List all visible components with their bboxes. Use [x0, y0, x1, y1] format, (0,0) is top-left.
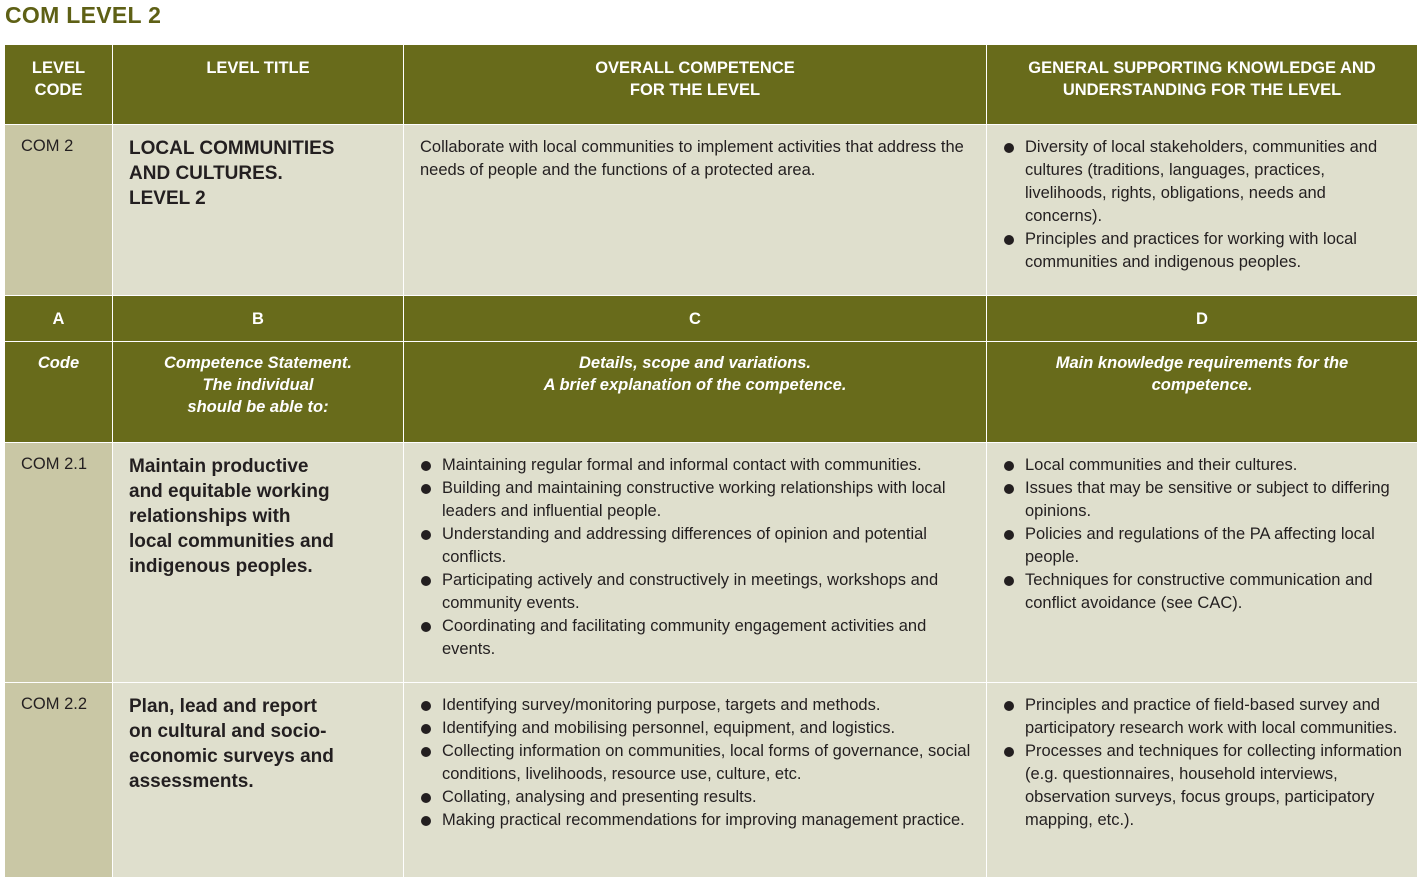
list-item: Understanding and addressing differences of opinion and potential conflicts. — [420, 523, 972, 569]
header-level-title: LEVEL TITLE — [113, 45, 404, 125]
level-overall-competence: Collaborate with local communities to implement activities that address the needs of people and the functions of a protected area. — [404, 125, 987, 296]
list-item: Coordinating and facilitating community engagement activities and events. — [420, 615, 972, 661]
competence-details-cell — [404, 443, 987, 683]
subheader-statement: Competence Statement. The individual should be able to: — [113, 342, 404, 443]
list-item: Building and maintaining constructive working relationships with local leaders and influential people. — [420, 477, 972, 523]
column-letter-c: C — [404, 296, 987, 342]
list-item: Principles and practices for working with local communities and indigenous peoples. — [1003, 228, 1403, 274]
competence-knowledge-list — [987, 443, 1417, 623]
list-item: Principles and practice of field-based survey and participatory research work with local communities. — [1003, 694, 1403, 740]
competence-details-list — [404, 443, 986, 669]
header-row — [5, 45, 1418, 125]
header-overall-competence: OVERALL COMPETENCE FOR THE LEVEL — [404, 45, 987, 125]
level-code: COM 2 — [5, 125, 113, 296]
level-knowledge-cell — [987, 125, 1418, 296]
table-row — [5, 443, 1418, 683]
subheader-row — [5, 342, 1418, 443]
column-letter-d: D — [987, 296, 1418, 342]
competence-details-list — [404, 683, 986, 840]
letters-row — [5, 296, 1418, 342]
list-item: Participating actively and constructively in meetings, workshops and community events. — [420, 569, 972, 615]
list-item: Techniques for constructive communication and conflict avoidance (see CAC). — [1003, 569, 1403, 615]
competence-statement: Maintain productive and equitable working relationships with local communities and indigenous peoples. — [113, 443, 404, 683]
column-letter-b: B — [113, 296, 404, 342]
list-item: Maintaining regular formal and informal contact with communities. — [420, 454, 972, 477]
page-title: COM LEVEL 2 — [5, 2, 162, 28]
list-item: Identifying and mobilising personnel, equipment, and logistics. — [420, 717, 972, 740]
competence-code: COM 2.1 — [5, 443, 113, 683]
subheader-code: Code — [5, 342, 113, 443]
list-item: Collating, analysing and presenting results. — [420, 786, 972, 809]
subheader-knowledge: Main knowledge requirements for the competence. — [987, 342, 1418, 443]
level-knowledge-list — [987, 125, 1417, 282]
competence-statement: Plan, lead and report on cultural and socio- economic surveys and assessments. — [113, 683, 404, 878]
level-row — [5, 125, 1418, 296]
list-item: Identifying survey/monitoring purpose, targets and methods. — [420, 694, 972, 717]
column-letter-a: A — [5, 296, 113, 342]
list-item: Issues that may be sensitive or subject to differing opinions. — [1003, 477, 1403, 523]
table-row — [5, 683, 1418, 878]
level-title: LOCAL COMMUNITIES AND CULTURES. LEVEL 2 — [113, 125, 404, 296]
list-item: Diversity of local stakeholders, communities and cultures (traditions, languages, practices, livelihoods, rights, obligations, needs and concerns). — [1003, 136, 1403, 228]
competence-table — [4, 44, 1418, 878]
competence-knowledge-cell — [987, 683, 1418, 878]
competence-knowledge-list — [987, 683, 1417, 840]
competence-knowledge-cell — [987, 443, 1418, 683]
list-item: Policies and regulations of the PA affecting local people. — [1003, 523, 1403, 569]
competence-details-cell — [404, 683, 987, 878]
subheader-details: Details, scope and variations. A brief explanation of the competence. — [404, 342, 987, 443]
list-item: Processes and techniques for collecting information (e.g. questionnaires, household interviews, observation surveys, focus groups, participatory mapping, etc.). — [1003, 740, 1403, 832]
header-level-code: LEVEL CODE — [5, 45, 113, 125]
header-general-knowledge: GENERAL SUPPORTING KNOWLEDGE AND UNDERSTANDING FOR THE LEVEL — [987, 45, 1418, 125]
list-item: Collecting information on communities, local forms of governance, social conditions, livelihoods, resource use, culture, etc. — [420, 740, 972, 786]
list-item: Local communities and their cultures. — [1003, 454, 1403, 477]
list-item: Making practical recommendations for improving management practice. — [420, 809, 972, 832]
competence-code: COM 2.2 — [5, 683, 113, 878]
